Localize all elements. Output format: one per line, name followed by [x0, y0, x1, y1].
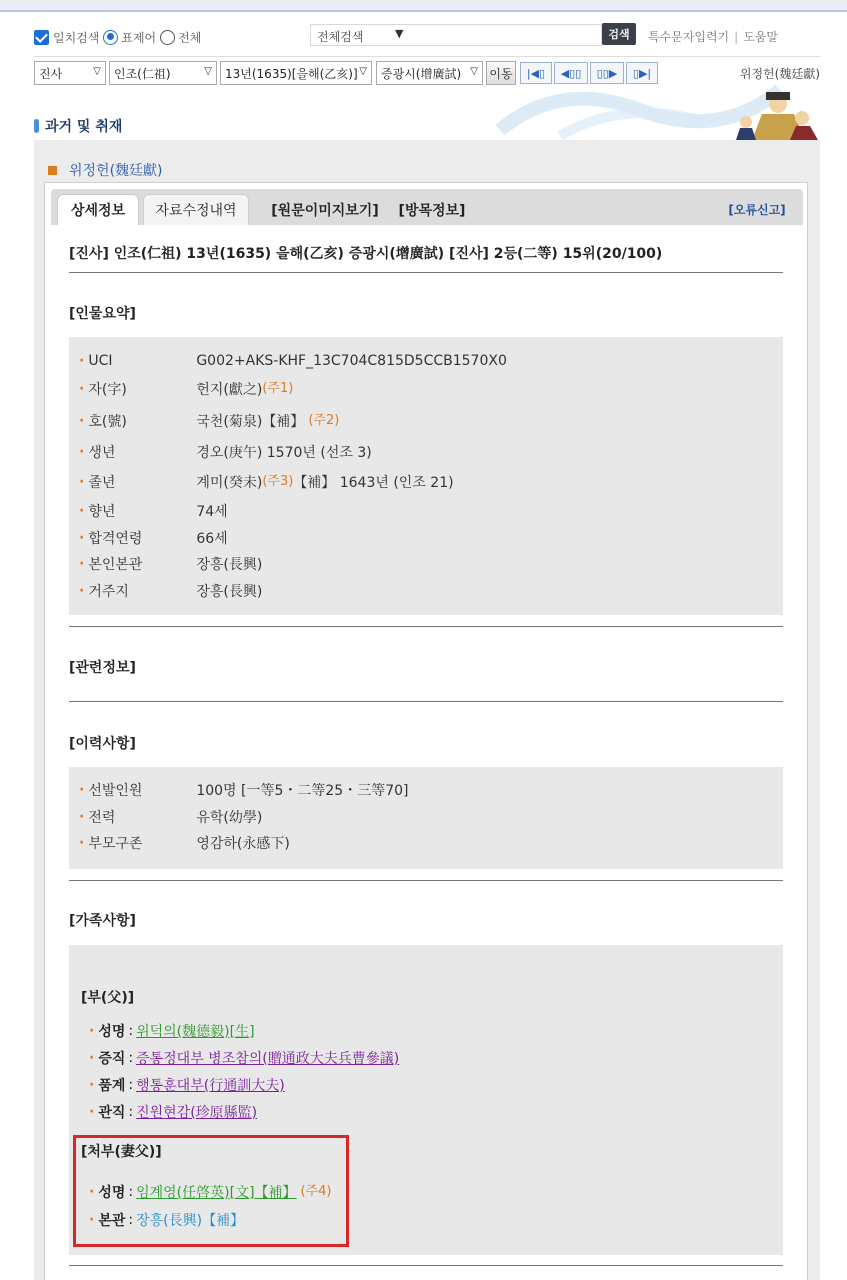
- courtesy-name-label: 자(字): [88, 382, 127, 398]
- father-rank-label: 품계: [98, 1078, 126, 1094]
- prior-value: 유학(幼學): [196, 810, 263, 826]
- divider: [69, 1265, 783, 1266]
- clan-value[interactable]: 장흥(長興): [196, 557, 263, 573]
- inlaw-clan-row: · 본관 : 장흥(長興)【補】: [89, 1212, 245, 1229]
- divider: [69, 626, 783, 627]
- search-bar: [34, 22, 820, 52]
- detail-content: [44, 182, 808, 1280]
- parents-label: 부모구존: [88, 836, 143, 852]
- clan-label: 본인본관: [88, 557, 143, 573]
- death-row: · 졸년 계미(癸未) (주3) 【補】 1643년 (인조 21): [79, 471, 454, 493]
- tab-roster[interactable]: [방목정보]: [398, 202, 466, 219]
- father-posthumous-label: 증직: [98, 1051, 126, 1067]
- uci-value: G002+AKS-KHF_13C704C815D5CCB1570X0: [196, 353, 507, 369]
- father-name-link[interactable]: 위덕의(魏德毅)[生]: [136, 1024, 255, 1040]
- next-page-icon[interactable]: ▯▯▶: [590, 62, 624, 84]
- father-posthumous-row: · 증직 : 증통정대부 병조참의(贈通政大夫兵曹參議): [89, 1050, 400, 1067]
- footnote-2[interactable]: (주2): [308, 412, 340, 428]
- search-scope-value: 전체검색: [317, 30, 364, 44]
- family-heading: [가족사항]: [69, 913, 136, 929]
- father-name-row: · 성명 : 위덕의(魏德毅)[生]: [89, 1023, 255, 1040]
- inlaw-heading: [처부(妻父)]: [81, 1144, 162, 1160]
- dropdown-arrow-icon: ▼: [395, 27, 404, 40]
- search-scope-select[interactable]: [310, 24, 602, 46]
- tab-history[interactable]: 자료수정내역: [143, 194, 249, 225]
- current-person-name: 위정헌(魏廷獻): [739, 67, 820, 81]
- uci-row: · UCI G002+AKS-KHF_13C704C815D5CCB1570X0: [79, 353, 507, 369]
- father-office-row: · 관직 : 진원현감(珍原縣監): [89, 1104, 258, 1121]
- courtesy-name-value: 헌지(獻之): [196, 382, 263, 398]
- father-posthumous-link[interactable]: 증통정대부 병조참의(贈通政大夫兵曹參議): [136, 1051, 400, 1067]
- footnote-4[interactable]: (주4): [300, 1183, 332, 1199]
- person-title: [48, 160, 163, 180]
- birth-value: 경오(庚午) 1570년 (선조 3): [196, 445, 372, 461]
- pen-name-value: 국천(菊泉)【補】: [196, 414, 305, 430]
- summary-heading: [인물요약]: [69, 306, 136, 322]
- exam-type-value: 진사: [39, 67, 63, 81]
- selected-row: · 선발인원 100명 [一等5・二等25・三等70]: [79, 782, 409, 799]
- death-label: 졸년: [88, 475, 116, 491]
- residence-row: · 거주지 장흥(長興): [79, 583, 263, 600]
- first-page-icon[interactable]: |◀▯: [520, 62, 552, 84]
- inlaw-clan-value: 장흥(長興)【補】: [136, 1213, 245, 1229]
- pass-age-row: · 합격연령 66세: [79, 530, 228, 547]
- exam-value: 증광시(增廣試): [381, 67, 462, 81]
- death-value-ganzhi: 계미(癸未): [196, 475, 263, 491]
- search-button[interactable]: 검색: [602, 23, 636, 45]
- uci-label: UCI: [88, 353, 113, 369]
- death-value-year: 【補】 1643년 (인조 21): [293, 475, 454, 491]
- pen-name-row: · 호(號) 국천(菊泉)【補】 (주2): [79, 410, 339, 432]
- age-row: · 향년 74세: [79, 503, 228, 520]
- residence-label: 거주지: [88, 584, 129, 600]
- special-char-link[interactable]: 특수문자입력기: [648, 30, 730, 44]
- pass-age-label: 합격연령: [88, 531, 143, 547]
- last-page-icon[interactable]: ▯▶|: [626, 62, 658, 84]
- prior-row: · 전력 유학(幼學): [79, 809, 263, 826]
- inlaw-name-row: · 성명 : 임계영(任啓英)[文]【補】 (주4): [89, 1181, 332, 1203]
- divider: [34, 56, 820, 57]
- inlaw-clan-label: 본관: [98, 1213, 126, 1229]
- prior-label: 전력: [88, 810, 116, 826]
- birth-label: 생년: [88, 445, 116, 461]
- bullet-square-icon: [48, 166, 57, 175]
- father-name-label: 성명: [98, 1024, 126, 1040]
- move-button[interactable]: 이동: [486, 61, 516, 85]
- exact-match-label: 일치검색: [53, 30, 100, 45]
- clan-row: · 본인본관 장흥(長興): [79, 556, 263, 573]
- pen-name-label: 호(號): [88, 414, 127, 430]
- king-value: 인조(仁祖): [114, 67, 171, 81]
- inlaw-name-link[interactable]: 임계영(任啓英)[文]【補】: [136, 1185, 297, 1201]
- all-radio[interactable]: [160, 30, 175, 45]
- footnote-1[interactable]: (주1): [262, 380, 294, 396]
- king-select[interactable]: [109, 61, 217, 85]
- father-rank-row: · 품계 : 행통훈대부(行通訓大夫): [89, 1077, 285, 1094]
- section-title-text: 과거 및 취재: [45, 119, 123, 135]
- section-title: [34, 116, 122, 136]
- summary-box: [69, 337, 783, 615]
- all-label: 전체: [178, 30, 202, 45]
- father-heading: [부(父)]: [81, 990, 135, 1006]
- related-heading: [관련정보]: [69, 660, 136, 676]
- chevron-down-icon: ▽: [204, 66, 212, 77]
- year-value: 13년(1635)[을해(乙亥)]: [225, 67, 358, 81]
- father-office-label: 관직: [98, 1105, 126, 1121]
- career-heading: [이력사항]: [69, 736, 136, 752]
- decorative-banner-image: [440, 70, 820, 140]
- career-box: [69, 767, 783, 869]
- tab-bar: [51, 189, 803, 225]
- age-value: 74세: [196, 504, 228, 520]
- age-label: 향년: [88, 504, 116, 520]
- pass-age-value: 66세: [196, 531, 228, 547]
- headword-label: 표제어: [121, 30, 157, 45]
- tab-detail[interactable]: 상세정보: [57, 194, 139, 225]
- birth-row: · 생년 경오(庚午) 1570년 (선조 3): [79, 444, 372, 461]
- prev-page-icon[interactable]: ◀▯▯: [554, 62, 588, 84]
- link-separator: |: [734, 30, 739, 44]
- person-title-text: 위정헌(魏廷獻): [69, 163, 163, 179]
- parents-row: · 부모구존 영감하(永感下): [79, 835, 290, 852]
- error-report-link[interactable]: [오류신고]: [728, 203, 786, 217]
- exact-match-checkbox[interactable]: [34, 30, 49, 45]
- chevron-down-icon: ▽: [359, 66, 367, 77]
- highlight-box: [73, 1135, 349, 1247]
- inlaw-name-label: 성명: [98, 1185, 126, 1201]
- tab-original-image[interactable]: [원문이미지보기]: [271, 202, 379, 219]
- courtesy-name-row: · 자(字) 헌지(獻之) (주1): [79, 378, 293, 400]
- year-select[interactable]: [220, 61, 372, 85]
- exam-type-select[interactable]: [34, 61, 106, 85]
- divider: [69, 880, 783, 881]
- residence-value: 장흥(長興): [196, 584, 263, 600]
- divider: [69, 701, 783, 702]
- father-office-link[interactable]: 진원현감(珍原縣監): [136, 1105, 258, 1121]
- top-links: [648, 28, 778, 45]
- exam-headline: [진사] 인조(仁祖) 13년(1635) 을해(乙亥) 증광시(增廣試) [진사] 2등(二等) 15위(20/100): [69, 246, 663, 262]
- help-link[interactable]: 도움말: [743, 30, 778, 44]
- chevron-down-icon: ▽: [93, 66, 101, 77]
- selected-value: 100명 [一等5・二等25・三等70]: [196, 783, 409, 799]
- section-marker: [34, 119, 39, 133]
- headword-radio[interactable]: [103, 30, 118, 45]
- divider: [69, 272, 783, 273]
- parents-value: 영감하(永感下): [196, 836, 290, 852]
- chevron-down-icon: ▽: [470, 66, 478, 77]
- father-rank-link[interactable]: 행통훈대부(行通訓大夫): [136, 1078, 285, 1094]
- top-strip: [0, 0, 847, 12]
- selected-label: 선발인원: [88, 783, 143, 799]
- footnote-3[interactable]: (주3): [262, 473, 294, 489]
